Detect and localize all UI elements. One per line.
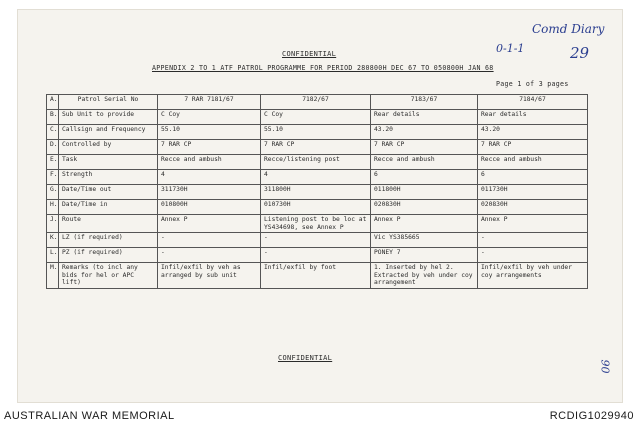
row-index: F. [47, 170, 59, 185]
table-row [47, 110, 588, 125]
table-cell: 7183/67 [371, 95, 478, 110]
table-cell: 311800H [261, 185, 371, 200]
table-row [47, 125, 588, 140]
table-row [47, 200, 588, 215]
table-cell: 7 RAR CP [158, 140, 261, 155]
table-cell: - [261, 233, 371, 248]
row-label: Remarks (to incl any bids for hel or APC lift) [59, 263, 158, 289]
row-index: B. [47, 110, 59, 125]
table-row [47, 95, 588, 110]
table-cell: Recce and ambush [371, 155, 478, 170]
table-cell: - [261, 248, 371, 263]
table-row [47, 170, 588, 185]
table-cell: Vic YS385665 [371, 233, 478, 248]
table-cell: Annex P [478, 215, 588, 233]
table-cell: Annex P [371, 215, 478, 233]
table-cell: 311730H [158, 185, 261, 200]
row-index: M. [47, 263, 59, 289]
table-cell: 55.10 [261, 125, 371, 140]
table-cell: Rear details [478, 110, 588, 125]
table-cell: Listening post to be loc at YS434698, see Annex P [261, 215, 371, 233]
row-label: Strength [59, 170, 158, 185]
table-cell: 020830H [371, 200, 478, 215]
handwritten-page-number: 29 [570, 44, 590, 62]
page-indicator: Page 1 of 3 pages [496, 80, 569, 88]
handwritten-side-number: 90 [598, 359, 612, 374]
row-label: PZ (if required) [59, 248, 158, 263]
table-cell: - [478, 248, 588, 263]
table-cell: C Coy [158, 110, 261, 125]
table-cell: 43.20 [478, 125, 588, 140]
table-cell: Infil/exfil by veh under coy arrangements [478, 263, 588, 289]
table-cell: 7182/67 [261, 95, 371, 110]
table-cell: 4 [261, 170, 371, 185]
handwritten-reference: 0-1-1 [496, 42, 525, 55]
row-index: H. [47, 200, 59, 215]
table-row [47, 140, 588, 155]
row-label: Patrol Serial No [59, 95, 158, 110]
row-index: E. [47, 155, 59, 170]
row-index: G. [47, 185, 59, 200]
table-cell: 7184/67 [478, 95, 588, 110]
row-label: Route [59, 215, 158, 233]
table-row [47, 185, 588, 200]
row-index: A. [47, 95, 59, 110]
table-cell: Recce and ambush [478, 155, 588, 170]
table-cell: 011730H [478, 185, 588, 200]
table-cell: 6 [371, 170, 478, 185]
table-cell: - [158, 248, 261, 263]
table-cell: - [158, 233, 261, 248]
table-cell: 011800H [371, 185, 478, 200]
table-cell: 7 RAR CP [261, 140, 371, 155]
row-label: Task [59, 155, 158, 170]
row-label: Callsign and Frequency [59, 125, 158, 140]
table-row [47, 248, 588, 263]
row-index: L. [47, 248, 59, 263]
table-cell: 43.20 [371, 125, 478, 140]
table-cell: 010800H [158, 200, 261, 215]
table-cell: 7 RAR CP [478, 140, 588, 155]
table-cell: 020830H [478, 200, 588, 215]
row-label: Date/Time in [59, 200, 158, 215]
row-label: Controlled by [59, 140, 158, 155]
table-row [47, 233, 588, 248]
table-cell: Annex P [158, 215, 261, 233]
patrol-table [46, 94, 588, 289]
row-label: Sub Unit to provide [59, 110, 158, 125]
table-cell: Infil/exfil by foot [261, 263, 371, 289]
row-index: D. [47, 140, 59, 155]
table-cell: Recce and ambush [158, 155, 261, 170]
row-index: C. [47, 125, 59, 140]
archive-id: RCDIG1029940 [549, 410, 634, 422]
row-label: LZ (if required) [59, 233, 158, 248]
row-label: Date/Time out [59, 185, 158, 200]
handwritten-diary-note: Comd Diary [532, 22, 605, 36]
table-row [47, 215, 588, 233]
archive-credit: AUSTRALIAN WAR MEMORIAL [4, 410, 175, 422]
table-cell: 7 RAR CP [371, 140, 478, 155]
table-cell: 4 [158, 170, 261, 185]
table-cell: 6 [478, 170, 588, 185]
table-cell: 55.10 [158, 125, 261, 140]
document-title: APPENDIX 2 TO 1 ATF PATROL PROGRAMME FOR PERIOD 280800H DEC 67 TO 050800H JAN 68 [152, 64, 494, 72]
table-cell: - [478, 233, 588, 248]
row-index: K. [47, 233, 59, 248]
table-cell: C Coy [261, 110, 371, 125]
table-cell: 1. Inserted by hel 2. Extracted by veh under coy arrangement [371, 263, 478, 289]
table-row [47, 155, 588, 170]
table-cell: Rear details [371, 110, 478, 125]
table-cell: 010730H [261, 200, 371, 215]
classification-top: CONFIDENTIAL [282, 50, 337, 58]
classification-bottom: CONFIDENTIAL [278, 354, 333, 362]
table-cell: Recce/listening post [261, 155, 371, 170]
row-index: J. [47, 215, 59, 233]
table-cell: Infil/exfil by veh as arranged by sub unit [158, 263, 261, 289]
table-row [47, 263, 588, 289]
table-cell: PONEY 7 [371, 248, 478, 263]
table-cell: 7 RAR 7181/67 [158, 95, 261, 110]
